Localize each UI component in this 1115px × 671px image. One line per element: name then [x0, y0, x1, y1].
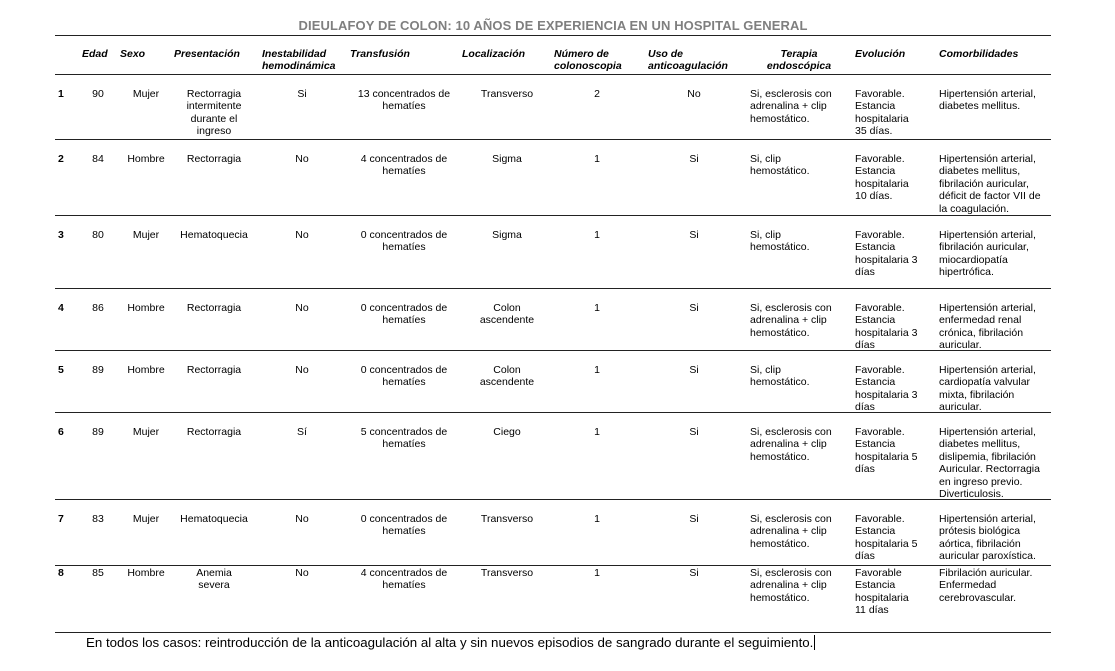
header-terapia: Terapia endoscópica	[766, 48, 832, 72]
header-evolucion: Evolución	[855, 48, 906, 60]
cell-colonoscopia: 2	[594, 88, 600, 100]
cell-terapia: Si, esclerosis con adrenalina + clip hemostático.	[750, 426, 832, 463]
cell-comorbilidades: Hipertensión arterial, fibrilación auricular, miocardiopatía hipertrófica.	[939, 229, 1036, 279]
header-comorbilidades: Comorbilidades	[939, 48, 1019, 60]
row-number: 5	[58, 364, 64, 376]
cell-colonoscopia: 1	[594, 364, 600, 376]
row-divider	[55, 565, 1051, 566]
cell-edad: 86	[92, 302, 104, 314]
cell-comorbilidades: Fibrilación auricular. Enfermedad cerebrovascular.	[939, 567, 1033, 604]
row-number: 1	[58, 88, 64, 100]
cell-comorbilidades: Hipertensión arterial, enfermedad renal crónica, fibrilación auricular.	[939, 302, 1036, 352]
cell-evolucion: Favorable. Estancia hospitalaria 3 días	[855, 364, 918, 414]
cell-localizacion: Ciego	[493, 426, 521, 438]
cell-edad: 84	[92, 153, 104, 165]
cell-transfusion: 13 concentrados de hematíes	[357, 88, 451, 113]
row-number: 2	[58, 153, 64, 165]
header-inestabilidad: Inestabilidad hemodinámica	[262, 48, 336, 72]
cell-sexo: Mujer	[132, 513, 160, 525]
cell-transfusion: 0 concentrados de hematíes	[360, 302, 448, 327]
cell-inestabilidad: No	[295, 364, 309, 376]
cell-localizacion: Colon ascendente	[479, 364, 535, 389]
cell-inestabilidad: No	[295, 302, 309, 314]
cell-terapia: Si, clip hemostático.	[750, 229, 810, 254]
cell-evolucion: Favorable. Estancia hospitalaria 5 días	[855, 426, 918, 476]
footer-note	[86, 635, 815, 650]
cell-evolucion: Favorable. Estancia hospitalaria 35 días.	[855, 88, 909, 138]
cell-transfusion: 0 concentrados de hematíes	[360, 513, 448, 538]
cell-presentacion: Anemia severa	[196, 567, 232, 592]
text-cursor	[814, 635, 815, 650]
cell-inestabilidad: No	[295, 567, 309, 579]
cell-sexo: Hombre	[127, 153, 165, 165]
row-number: 4	[58, 302, 64, 314]
cell-inestabilidad: No	[295, 153, 309, 165]
cell-sexo: Hombre	[127, 364, 165, 376]
cell-presentacion: Hematoquecia	[180, 513, 248, 525]
cell-presentacion: Rectorragia intermitente durante el ingreso	[186, 88, 242, 138]
row-number: 3	[58, 229, 64, 241]
cell-sexo: Mujer	[132, 229, 160, 241]
header-localizacion: Localización	[462, 48, 526, 60]
cell-evolucion: Favorable. Estancia hospitalaria 10 días.	[855, 153, 909, 203]
cell-sexo: Hombre	[127, 302, 165, 314]
cell-anticoagulacion: Si	[689, 302, 699, 314]
cell-transfusion: 4 concentrados de hematíes	[360, 567, 448, 592]
cell-transfusion: 4 concentrados de hematíes	[360, 153, 448, 178]
row-divider	[55, 288, 1051, 289]
cell-colonoscopia: 1	[594, 229, 600, 241]
cell-terapia: Si, esclerosis con adrenalina + clip hemostático.	[750, 567, 832, 604]
cell-localizacion: Sigma	[492, 229, 522, 241]
cell-terapia: Si, esclerosis con adrenalina + clip hemostático.	[750, 302, 832, 339]
header-rule	[55, 74, 1051, 75]
cell-transfusion: 0 concentrados de hematíes	[360, 229, 448, 254]
cell-colonoscopia: 1	[594, 426, 600, 438]
cell-evolucion: Favorable Estancia hospitalaria 11 días	[855, 567, 909, 617]
cell-inestabilidad: No	[295, 513, 309, 525]
cell-localizacion: Colon ascendente	[479, 302, 535, 327]
cell-transfusion: 5 concentrados de hematíes	[360, 426, 448, 451]
table-top-rule	[55, 35, 1051, 36]
cell-anticoagulacion: Si	[689, 229, 699, 241]
cell-terapia: Si, esclerosis con adrenalina + clip hemostático.	[750, 88, 832, 125]
row-number: 8	[58, 567, 64, 579]
cell-presentacion: Rectorragia	[186, 153, 242, 165]
row-divider	[55, 499, 1051, 500]
cell-anticoagulacion: Si	[689, 153, 699, 165]
header-colonoscopia: Número de colonoscopia	[554, 48, 622, 72]
cell-localizacion: Sigma	[492, 153, 522, 165]
table-bottom-rule	[55, 632, 1051, 633]
cell-evolucion: Favorable. Estancia hospitalaria 3 días	[855, 302, 918, 352]
cell-edad: 89	[92, 426, 104, 438]
cell-inestabilidad: Sí	[297, 426, 307, 438]
row-divider	[55, 215, 1051, 216]
cell-terapia: Si, clip hemostático.	[750, 153, 810, 178]
cell-evolucion: Favorable. Estancia hospitalaria 5 días	[855, 513, 918, 563]
cell-localizacion: Transverso	[480, 513, 534, 525]
cell-terapia: Si, clip hemostático.	[750, 364, 810, 389]
cell-anticoagulacion: Si	[689, 567, 699, 579]
header-transfusion: Transfusión	[350, 48, 410, 60]
cell-colonoscopia: 1	[594, 153, 600, 165]
cell-terapia: Si, esclerosis con adrenalina + clip hemostático.	[750, 513, 832, 550]
cell-presentacion: Hematoquecia	[180, 229, 248, 241]
cell-anticoagulacion: Si	[689, 426, 699, 438]
cell-anticoagulacion: Si	[689, 513, 699, 525]
cell-inestabilidad: No	[295, 229, 309, 241]
cell-colonoscopia: 1	[594, 513, 600, 525]
cell-comorbilidades: Hipertensión arterial, diabetes mellitus.	[939, 88, 1036, 113]
cell-transfusion: 0 concentrados de hematíes	[360, 364, 448, 389]
header-sexo: Sexo	[120, 48, 146, 60]
cell-edad: 90	[92, 88, 104, 100]
cell-edad: 89	[92, 364, 104, 376]
cell-evolucion: Favorable. Estancia hospitalaria 3 días	[855, 229, 918, 279]
cell-sexo: Mujer	[132, 426, 160, 438]
cell-localizacion: Transverso	[480, 567, 534, 579]
cell-anticoagulacion: Si	[689, 364, 699, 376]
cell-localizacion: Transverso	[480, 88, 534, 100]
cell-inestabilidad: Si	[297, 88, 307, 100]
cell-edad: 83	[92, 513, 104, 525]
cell-sexo: Hombre	[127, 567, 165, 579]
cell-comorbilidades: Hipertensión arterial, cardiopatía valvular mixta, fibrilación auricular.	[939, 364, 1036, 414]
header-edad: Edad	[82, 48, 108, 60]
cell-anticoagulacion: No	[687, 88, 701, 100]
row-divider	[55, 139, 1051, 140]
cell-sexo: Mujer	[132, 88, 160, 100]
cell-edad: 80	[92, 229, 104, 241]
row-number: 7	[58, 513, 64, 525]
cell-presentacion: Rectorragia	[186, 426, 242, 438]
row-number: 6	[58, 426, 64, 438]
table-title: DIEULAFOY DE COLON: 10 AÑOS DE EXPERIENCIA EN UN HOSPITAL GENERAL	[298, 18, 808, 33]
cell-edad: 85	[92, 567, 104, 579]
cell-comorbilidades: Hipertensión arterial, prótesis biológica aórtica, fibrilación auricular paroxística.	[939, 513, 1036, 563]
header-anticoagulacion: Uso de anticoagulación	[648, 48, 728, 72]
cell-colonoscopia: 1	[594, 302, 600, 314]
footer-text: En todos los casos: reintroducción de la anticoagulación al alta y sin nuevos episodios de sangrado durante el seguimiento.	[86, 635, 814, 650]
cell-presentacion: Rectorragia	[186, 302, 242, 314]
cell-colonoscopia: 1	[594, 567, 600, 579]
cell-comorbilidades: Hipertensión arterial, diabetes mellitus, dislipemia, fibrilación Auricular. Rectorragia en ingreso previo. Diverticulosis.	[939, 426, 1040, 501]
header-presentacion: Presentación	[174, 48, 240, 60]
cell-presentacion: Rectorragia	[186, 364, 242, 376]
cell-comorbilidades: Hipertensión arterial, diabetes mellitus, fibrilación auricular, déficit de factor VII de la coagulación.	[939, 153, 1041, 215]
